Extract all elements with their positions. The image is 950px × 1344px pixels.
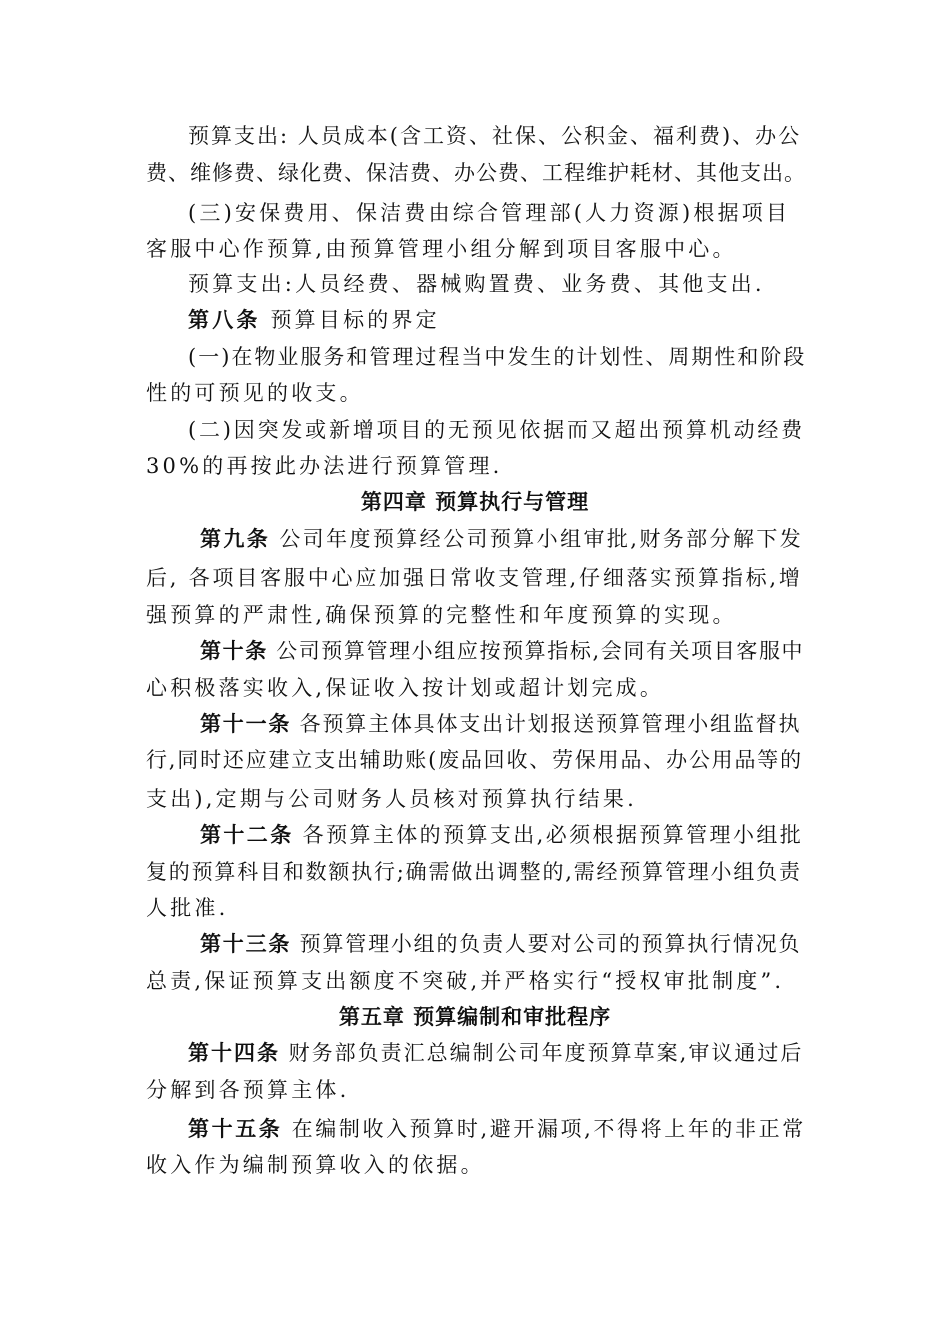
text: 30%的再按此办法进行预算管理.: [146, 454, 503, 478]
article-14-line: [188, 1041, 803, 1065]
paragraph-line: [146, 454, 503, 478]
text: 人批准.: [146, 896, 229, 920]
paragraph-line: [146, 748, 803, 772]
article-heading: 第十五条: [188, 1116, 283, 1141]
paragraph-line: [146, 1078, 349, 1102]
text: 预算管理小组的负责人要对公司的预算执行情况负: [291, 932, 802, 956]
text: 费、维修费、绿化费、保洁费、办公费、工程维护耗材、其他支出。: [146, 161, 806, 185]
paragraph-line: [146, 237, 737, 261]
article-12-line: [200, 823, 803, 847]
article-heading: 第十三条: [200, 931, 292, 956]
paragraph-line: [146, 603, 737, 627]
paragraph-line: [146, 1153, 485, 1177]
article-11-line: [200, 712, 801, 736]
text: 预算支出: 人员成本(含工资、社保、公积金、福利费)、办公: [188, 124, 802, 148]
paragraph-line: [188, 418, 805, 442]
paragraph-line: [188, 272, 765, 296]
paragraph-line: [146, 161, 806, 185]
paragraph-line: [146, 381, 364, 405]
text: 强预算的严肃性,确保预算的完整性和年度预算的实现。: [146, 603, 737, 627]
text: 分解到各预算主体.: [146, 1078, 350, 1102]
text: 各预算主体具体支出计划报送预算管理小组监督执: [291, 712, 802, 736]
article-heading: 第九条: [200, 526, 271, 551]
article-heading: 第十四条: [188, 1040, 280, 1065]
text: 性的可预见的收支。: [146, 381, 364, 405]
paragraph-line: [146, 896, 228, 920]
text: 收入作为编制预算收入的依据。: [146, 1153, 485, 1177]
text: 预算支出:人员经费、器械购置费、业务费、其他支出.: [188, 272, 765, 296]
paragraph-line: [188, 345, 806, 369]
paragraph-line: [188, 201, 790, 225]
paragraph-line: [146, 676, 664, 700]
text: 在编制收入预算时,避开漏项,不得将上年的非正常: [282, 1117, 806, 1141]
text: 后, 各项目客服中心应加强日常收支管理,仔细落实预算指标,增: [146, 566, 803, 590]
article-13-line: [200, 932, 801, 956]
text: 总责,保证预算支出额度不突破,并严格实行“授权审批制度”.: [146, 969, 785, 993]
text: (一)在物业服务和管理过程当中发生的计划性、周期性和阶段: [188, 345, 807, 369]
chapter-5-heading: 第五章 预算编制和审批程序: [338, 1004, 612, 1029]
article-8-line: [188, 308, 440, 332]
text: 预算目标的界定: [260, 308, 440, 332]
article-15-line: [188, 1117, 806, 1141]
paragraph-line: [188, 124, 801, 148]
paragraph-line: [146, 566, 803, 590]
chapter-4-heading: 第四章 预算执行与管理: [360, 489, 590, 514]
article-heading: 第十二条: [200, 822, 294, 847]
article-10-line: [200, 639, 804, 663]
text: 各预算主体的预算支出,必须根据预算管理小组批: [293, 823, 804, 847]
text: 复的预算科目和数额执行;确需做出调整的,需经预算管理小组负责: [146, 860, 802, 884]
article-heading: 第十条: [200, 638, 268, 663]
text: 支出),定期与公司财务人员核对预算执行结果.: [146, 787, 637, 811]
text: 行,同时还应建立支出辅助账(废品回收、劳保用品、办公用品等的: [146, 748, 803, 772]
text: 公司预算管理小组应按预算指标,会同有关项目客服中: [267, 639, 805, 663]
paragraph-line: [146, 969, 784, 993]
article-9-line: [200, 527, 803, 551]
text: (二)因突发或新增项目的无预见依据而又超出预算机动经费: [188, 418, 805, 442]
text: 心积极落实收入,保证收入按计划或超计划完成。: [146, 676, 665, 700]
article-heading: 第十一条: [200, 711, 292, 736]
article-heading: 第八条: [188, 307, 261, 332]
text: 公司年度预算经公司预算小组审批,财务部分解下发: [270, 527, 804, 551]
paragraph-line: [146, 787, 637, 811]
text: 客服中心作预算,由预算管理小组分解到项目客服中心。: [146, 237, 737, 261]
text: 财务部负责汇总编制公司年度预算草案,审议通过后: [280, 1041, 804, 1065]
text: (三)安保费用、保洁费由综合管理部(人力资源)根据项目: [188, 201, 791, 225]
paragraph-line: [146, 860, 802, 884]
